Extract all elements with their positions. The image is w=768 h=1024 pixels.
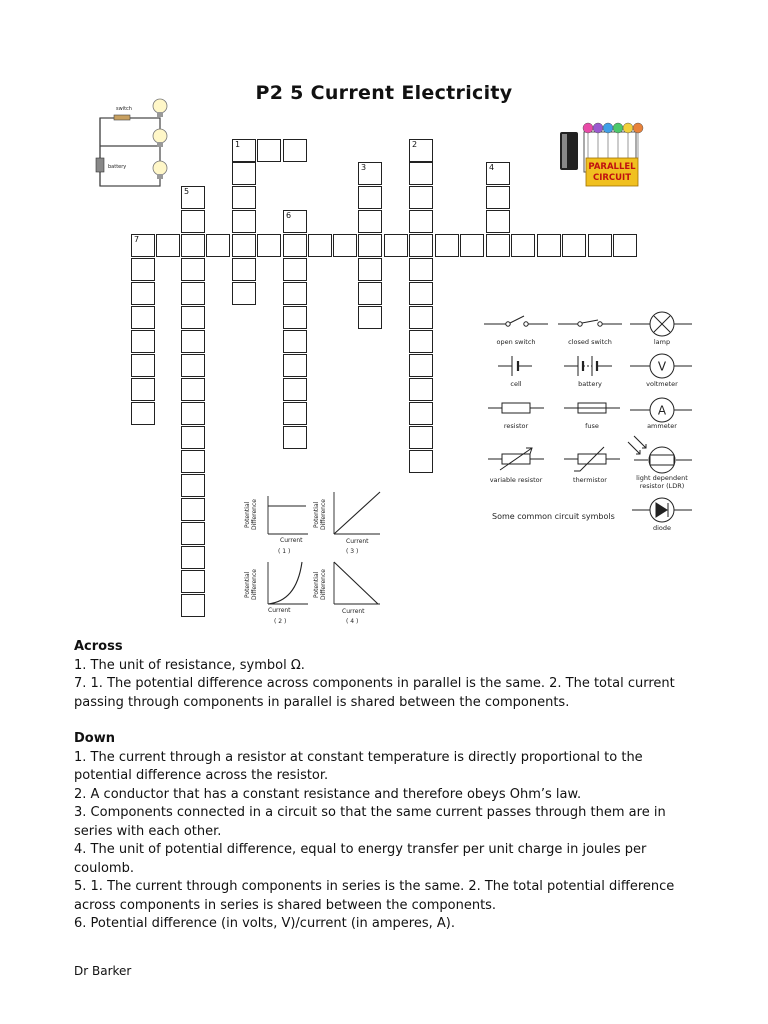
crossword-cell[interactable] <box>409 162 433 185</box>
resistor-label: resistor <box>503 422 529 430</box>
graph-2-ylabel-1: Potential <box>244 571 251 598</box>
cell-icon <box>498 356 532 376</box>
crossword-cell[interactable] <box>181 378 205 401</box>
crossword-cell[interactable] <box>511 234 535 257</box>
crossword-cell[interactable] <box>409 306 433 329</box>
crossword-cell[interactable] <box>131 306 155 329</box>
crossword-cell[interactable] <box>486 234 510 257</box>
clues-section <box>74 638 704 934</box>
crossword-cell[interactable] <box>283 330 307 353</box>
crossword-cell[interactable] <box>156 234 180 257</box>
graph-4-ylabel-1: Potential <box>313 571 320 598</box>
bulb-icon <box>593 123 603 133</box>
resistor-icon <box>488 403 544 413</box>
crossword-cell[interactable] <box>181 402 205 425</box>
crossword-cell[interactable] <box>409 282 433 305</box>
crossword-cell[interactable] <box>181 426 205 449</box>
graph-1 <box>240 492 312 556</box>
crossword-cell[interactable] <box>181 282 205 305</box>
crossword-cell[interactable] <box>283 306 307 329</box>
clue-down-5: 5. 1. The current through components in series is the same. 2. The total potential difference across components in series is shared between the components. <box>74 879 675 913</box>
crossword-cell[interactable] <box>181 234 205 257</box>
graph-1-ylabel-1: Potential <box>244 501 251 528</box>
voltmeter-letter: V <box>657 359 667 374</box>
crossword-cell[interactable] <box>181 594 205 617</box>
clue-down-1: 1. The current through a resistor at constant temperature is directly proportional to the potential difference across the resistor. <box>74 749 643 783</box>
crossword-cell[interactable] <box>409 186 433 209</box>
page-title: P2 5 Current Electricity <box>255 82 513 104</box>
crossword-cell[interactable] <box>409 402 433 425</box>
crossword-cell[interactable] <box>358 186 382 209</box>
crossword-cell[interactable] <box>409 234 433 257</box>
crossword-cell[interactable] <box>181 210 205 233</box>
clue-down-2: 2. A conductor that has a constant resistance and therefore obeys Ohm’s law. <box>74 786 582 802</box>
circuit-symbols-panel <box>478 306 698 538</box>
clue-down-6: 6. Potential difference (in volts, V)/current (in amperes, A). <box>74 916 455 931</box>
crossword-cell[interactable] <box>283 354 307 377</box>
graph-2 <box>240 560 312 628</box>
crossword-cell[interactable] <box>435 234 459 257</box>
circuit-illustration <box>94 96 174 201</box>
crossword-cell[interactable] <box>131 258 155 281</box>
crossword-cell[interactable] <box>232 282 256 305</box>
crossword-cell[interactable] <box>358 210 382 233</box>
crossword-cell[interactable] <box>181 330 205 353</box>
crossword-cell[interactable] <box>131 282 155 305</box>
fuse-label: fuse <box>585 422 599 430</box>
crossword-cell[interactable] <box>283 282 307 305</box>
crossword-cell[interactable] <box>131 234 155 257</box>
crossword-cell[interactable] <box>358 282 382 305</box>
clue-across-7: 7. 1. The potential difference across components in parallel is the same. 2. The total current passing through components in parallel is shared between the components. <box>74 676 675 710</box>
open-switch-label: open switch <box>496 338 536 346</box>
graph-1-number: ( 1 ) <box>278 548 291 555</box>
graph-4-number: ( 4 ) <box>346 618 359 625</box>
ldr-label-line1: light dependent <box>636 474 688 482</box>
graph-3 <box>312 488 384 556</box>
crossword-cell[interactable] <box>181 570 205 593</box>
symbols-caption: Some common circuit symbols <box>492 512 615 521</box>
crossword-cell[interactable] <box>181 450 205 473</box>
crossword-cell[interactable] <box>181 354 205 377</box>
crossword-cell[interactable] <box>613 234 637 257</box>
graph-2-xlabel: Current <box>268 607 291 614</box>
thermistor-icon <box>564 447 620 471</box>
ldr-label-line2: resistor (LDR) <box>639 482 685 490</box>
graph-3-ylabel-1: Potential <box>313 501 320 528</box>
closed-switch-label: closed switch <box>568 338 612 346</box>
graph-4 <box>312 558 384 628</box>
graph-1-ylabel-2: Difference <box>251 499 258 530</box>
crossword-cell[interactable] <box>232 162 256 185</box>
crossword-cell[interactable] <box>232 210 256 233</box>
ammeter-label: ammeter <box>647 422 677 430</box>
cell-label: cell <box>510 380 522 388</box>
graph-4-ylabel-2: Difference <box>320 569 327 600</box>
crossword-cell[interactable] <box>333 234 357 257</box>
diode-icon <box>632 498 692 522</box>
bulb-icon <box>583 123 593 133</box>
crossword-cell[interactable] <box>232 186 256 209</box>
graph-2-ylabel-2: Difference <box>251 569 258 600</box>
crossword-cell[interactable] <box>232 234 256 257</box>
crossword-cell[interactable] <box>409 426 433 449</box>
battery-label: battery <box>578 380 602 388</box>
variable-resistor-label: variable resistor <box>489 476 543 484</box>
crossword-cell[interactable] <box>358 234 382 257</box>
clue-down-4: 4. The unit of potential difference, equal to energy transfer per unit charge in joules per coulomb. <box>74 842 647 876</box>
down-heading: Down <box>74 731 115 746</box>
clue-number: 5 <box>184 187 190 196</box>
battery-icon <box>96 158 104 172</box>
crossword-cell[interactable] <box>460 234 484 257</box>
crossword-cell[interactable] <box>358 258 382 281</box>
crossword-cell[interactable] <box>181 306 205 329</box>
crossword-cell[interactable] <box>588 234 612 257</box>
crossword-cell[interactable] <box>283 258 307 281</box>
diode-label: diode <box>652 524 672 532</box>
colored-bulbs-icon <box>583 123 643 158</box>
crossword-cell[interactable] <box>537 234 561 257</box>
clue-number: 7 <box>134 235 140 244</box>
crossword-cell[interactable] <box>283 210 307 233</box>
graph-1-xlabel: Current <box>280 537 303 544</box>
author: Dr Barker <box>74 964 132 978</box>
crossword-cell[interactable] <box>131 330 155 353</box>
crossword-cell[interactable] <box>257 139 281 162</box>
crossword-cell[interactable] <box>283 378 307 401</box>
closed-switch-icon <box>558 320 622 326</box>
clue-number: 4 <box>489 163 495 172</box>
open-switch-icon <box>484 316 548 326</box>
clue-number: 6 <box>286 211 292 220</box>
circuit-label: CIRCUIT <box>592 173 632 183</box>
switch-icon <box>114 115 130 120</box>
crossword-cell[interactable] <box>181 522 205 545</box>
bulb-icon <box>603 123 613 133</box>
crossword-cell[interactable] <box>486 162 510 185</box>
bulb-icon <box>623 123 633 133</box>
crossword-cell[interactable] <box>409 139 433 162</box>
thermistor-label: thermistor <box>573 476 607 484</box>
fuse-icon <box>564 403 620 413</box>
crossword-cell[interactable] <box>358 306 382 329</box>
clue-number: 1 <box>235 140 241 149</box>
crossword-cell[interactable] <box>232 258 256 281</box>
across-heading: Across <box>74 639 123 654</box>
crossword-cell[interactable] <box>257 234 281 257</box>
crossword-cell[interactable] <box>181 474 205 497</box>
battery-symbol-icon <box>564 356 612 376</box>
crossword-cell[interactable] <box>409 354 433 377</box>
ldr-icon <box>628 436 692 473</box>
parallel-circuit-image <box>556 118 644 188</box>
lamp-label: lamp <box>653 338 671 346</box>
crossword-cell[interactable] <box>486 210 510 233</box>
crossword-cell[interactable] <box>409 330 433 353</box>
crossword-cell[interactable] <box>409 450 433 473</box>
crossword-cell[interactable] <box>283 402 307 425</box>
crossword-cell[interactable] <box>409 378 433 401</box>
voltmeter-label: voltmeter <box>646 380 678 388</box>
clue-number: 3 <box>361 163 367 172</box>
bulb-icon <box>153 99 167 179</box>
variable-resistor-icon <box>488 448 544 470</box>
crossword-cell[interactable] <box>131 378 155 401</box>
crossword-cell[interactable] <box>486 186 510 209</box>
ammeter-letter: A <box>657 403 667 418</box>
clue-across-1: 1. The unit of resistance, symbol Ω. <box>74 657 305 673</box>
crossword-cell[interactable] <box>232 139 256 162</box>
crossword-cell[interactable] <box>283 139 307 162</box>
crossword-cell[interactable] <box>308 234 332 257</box>
crossword-cell[interactable] <box>283 234 307 257</box>
crossword-cell[interactable] <box>131 354 155 377</box>
crossword-cell[interactable] <box>409 210 433 233</box>
crossword-cell[interactable] <box>181 498 205 521</box>
crossword-cell[interactable] <box>206 234 230 257</box>
graph-3-ylabel-2: Difference <box>320 499 327 530</box>
crossword-cell[interactable] <box>181 186 205 209</box>
crossword-cell[interactable] <box>409 258 433 281</box>
crossword-cell[interactable] <box>384 234 408 257</box>
graph-4-xlabel: Current <box>342 608 365 615</box>
clue-number: 2 <box>412 140 418 149</box>
parallel-label: PARALLEL <box>588 162 636 172</box>
switch-label: switch <box>116 106 132 112</box>
graph-2-number: ( 2 ) <box>274 618 287 625</box>
bulb-icon <box>613 123 623 133</box>
bulb-icon <box>633 123 643 133</box>
clue-down-3: 3. Components connected in a circuit so that the same current passes through them are in series with each other. <box>74 805 666 839</box>
battery-label: battery <box>108 164 127 170</box>
crossword-cell[interactable] <box>131 402 155 425</box>
lamp-icon <box>630 312 692 336</box>
crossword-cell[interactable] <box>181 546 205 569</box>
graph-3-xlabel: Current <box>346 538 369 545</box>
crossword-cell[interactable] <box>283 426 307 449</box>
crossword-cell[interactable] <box>358 162 382 185</box>
graph-3-number: ( 3 ) <box>346 548 359 555</box>
crossword-cell[interactable] <box>181 258 205 281</box>
crossword-cell[interactable] <box>562 234 586 257</box>
